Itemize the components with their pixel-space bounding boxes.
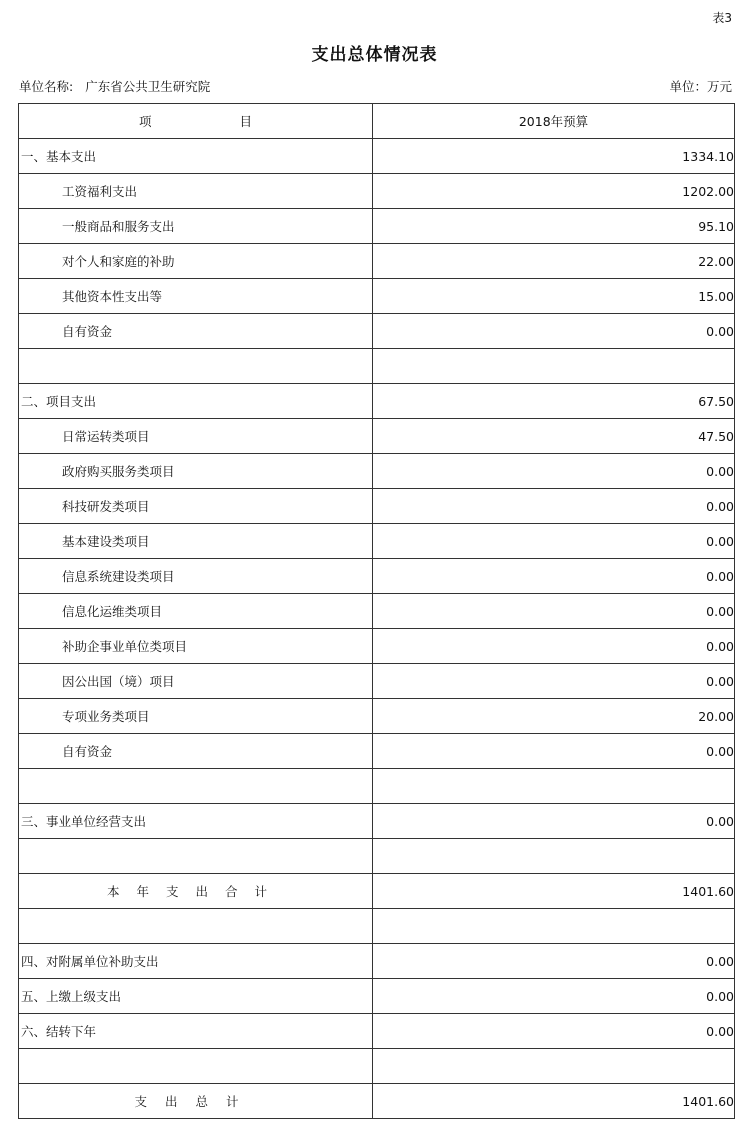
- row-amount: 1202.00: [373, 174, 735, 209]
- empty-cell: [373, 769, 735, 804]
- row-amount: 0.00: [373, 944, 735, 979]
- row-amount: 0.00: [373, 804, 735, 839]
- table-row: [19, 384, 735, 419]
- row-name: 六、结转下年: [19, 1014, 373, 1049]
- empty-cell: [19, 839, 373, 874]
- table-row: [19, 244, 735, 279]
- row-name: 自有资金: [19, 314, 373, 349]
- annual-total-row: [19, 874, 735, 909]
- table-row: [19, 139, 735, 174]
- table-row: [19, 594, 735, 629]
- table-row: [19, 629, 735, 664]
- row-amount: 47.50: [373, 419, 735, 454]
- row-amount: 0.00: [373, 664, 735, 699]
- empty-cell: [373, 839, 735, 874]
- table-row: [19, 804, 735, 839]
- empty-row: [19, 1049, 735, 1084]
- empty-row: [19, 769, 735, 804]
- table-number: 表3: [712, 11, 732, 25]
- row-name: 二、项目支出: [19, 384, 373, 419]
- empty-cell: [373, 909, 735, 944]
- empty-row: [19, 839, 735, 874]
- table-row: [19, 944, 735, 979]
- table-row: [19, 734, 735, 769]
- row-name: 补助企事业单位类项目: [19, 629, 373, 664]
- row-name: 工资福利支出: [19, 174, 373, 209]
- row-amount: 20.00: [373, 699, 735, 734]
- row-name: 对个人和家庭的补助: [19, 244, 373, 279]
- unit-name-label: 单位名称:: [19, 79, 74, 94]
- table-row: [19, 454, 735, 489]
- row-name: 基本建设类项目: [19, 524, 373, 559]
- currency-unit: 单位：万元: [669, 79, 732, 94]
- empty-cell: [19, 909, 373, 944]
- row-amount: 1334.10: [373, 139, 735, 174]
- row-amount: 0.00: [373, 1014, 735, 1049]
- row-name: 信息系统建设类项目: [19, 559, 373, 594]
- grand-total-row: [19, 1084, 735, 1119]
- unit-name-line: [19, 77, 210, 95]
- table-row: [19, 1014, 735, 1049]
- row-amount: 0.00: [373, 489, 735, 524]
- row-name: 科技研发类项目: [19, 489, 373, 524]
- row-name: 政府购买服务类项目: [19, 454, 373, 489]
- empty-cell: [373, 1049, 735, 1084]
- row-name: 信息化运维类项目: [19, 594, 373, 629]
- row-name: 自有资金: [19, 734, 373, 769]
- empty-cell: [19, 349, 373, 384]
- row-name: 本年支出合计: [19, 874, 373, 909]
- table-row: [19, 279, 735, 314]
- expenditure-table: [18, 103, 735, 1119]
- empty-cell: [373, 349, 735, 384]
- empty-cell: [19, 769, 373, 804]
- row-amount: 1401.60: [373, 874, 735, 909]
- row-name: 其他资本性支出等: [19, 279, 373, 314]
- table-row: [19, 419, 735, 454]
- row-amount: 0.00: [373, 734, 735, 769]
- row-amount: 22.00: [373, 244, 735, 279]
- row-amount: 0.00: [373, 454, 735, 489]
- row-amount: 0.00: [373, 559, 735, 594]
- row-name: 一、基本支出: [19, 139, 373, 174]
- row-name: 四、对附属单位补助支出: [19, 944, 373, 979]
- header-budget-2018: 2018年预算: [373, 104, 735, 139]
- row-amount: 0.00: [373, 629, 735, 664]
- table-row: [19, 174, 735, 209]
- table-row: [19, 209, 735, 244]
- row-name: 日常运转类项目: [19, 419, 373, 454]
- row-amount: 67.50: [373, 384, 735, 419]
- empty-row: [19, 909, 735, 944]
- table-row: [19, 524, 735, 559]
- row-amount: 0.00: [373, 979, 735, 1014]
- row-amount: 0.00: [373, 314, 735, 349]
- row-name: 专项业务类项目: [19, 699, 373, 734]
- table-header-row: [19, 104, 735, 139]
- table-row: [19, 559, 735, 594]
- row-amount: 15.00: [373, 279, 735, 314]
- row-name: 五、上缴上级支出: [19, 979, 373, 1014]
- row-name: 因公出国（境）项目: [19, 664, 373, 699]
- row-name: 支出总计: [19, 1084, 373, 1119]
- header-item: 项 目: [19, 104, 373, 139]
- page-title: 支出总体情况表: [311, 45, 438, 65]
- table-row: [19, 979, 735, 1014]
- table-row: [19, 699, 735, 734]
- row-amount: 1401.60: [373, 1084, 735, 1119]
- row-amount: 0.00: [373, 594, 735, 629]
- row-amount: 95.10: [373, 209, 735, 244]
- unit-name-value: 广东省公共卫生研究院: [85, 79, 211, 94]
- row-name: 三、事业单位经营支出: [19, 804, 373, 839]
- table-row: [19, 664, 735, 699]
- table-row: [19, 489, 735, 524]
- row-amount: 0.00: [373, 524, 735, 559]
- empty-cell: [19, 1049, 373, 1084]
- row-name: 一般商品和服务支出: [19, 209, 373, 244]
- table-row: [19, 314, 735, 349]
- empty-row: [19, 349, 735, 384]
